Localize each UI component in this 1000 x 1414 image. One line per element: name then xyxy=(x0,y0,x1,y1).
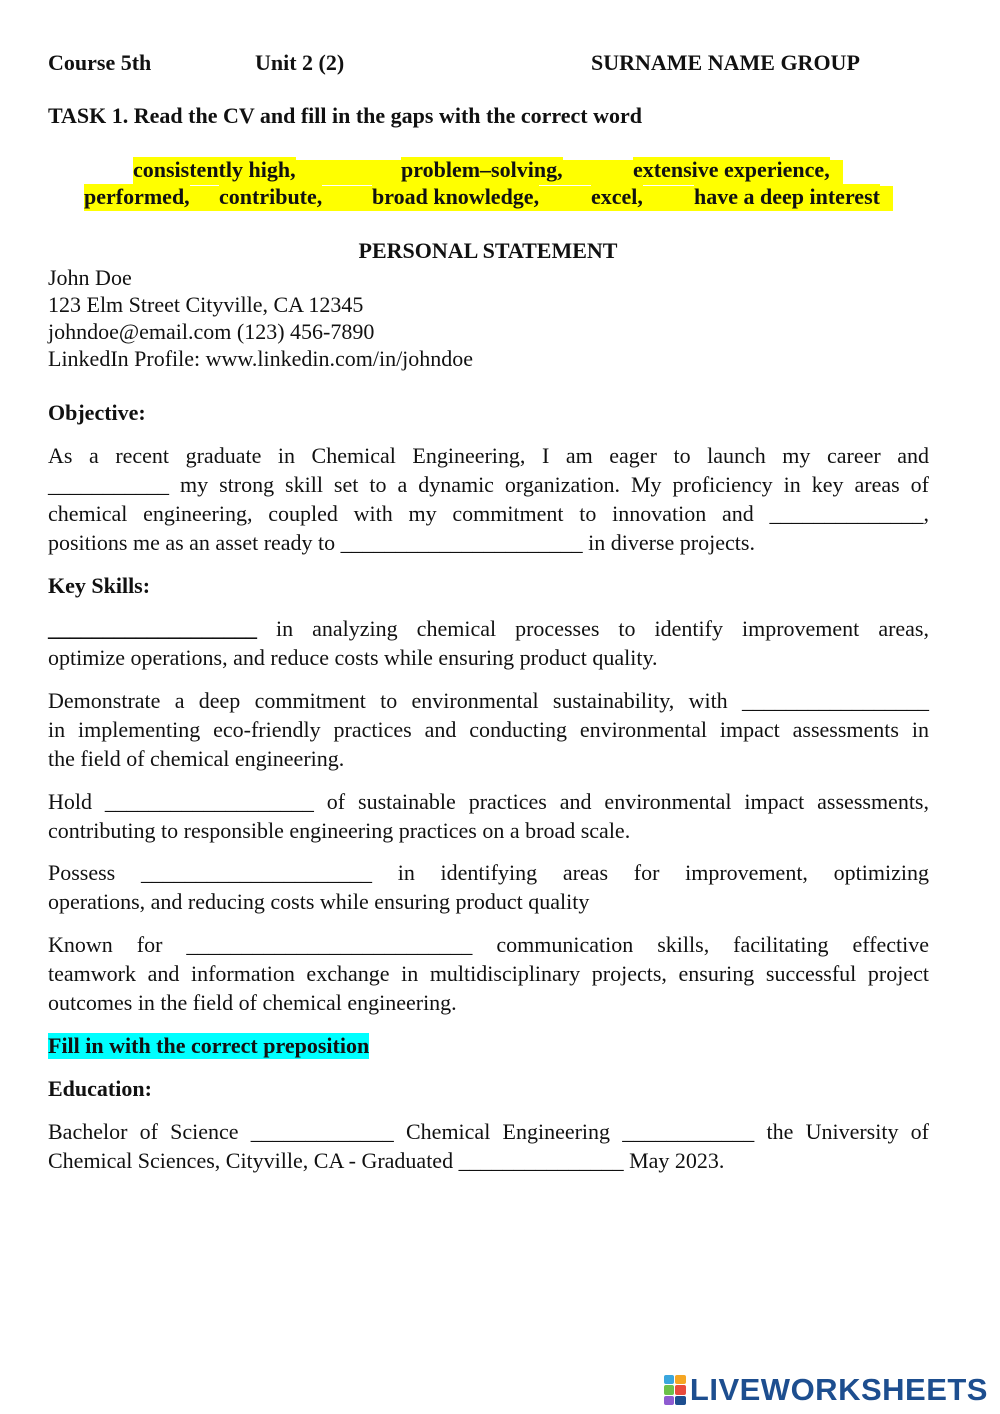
skill-paragraph-4 xyxy=(48,858,929,916)
objective-line: positions me as an asset ready to ______________________ in diverse projects. xyxy=(48,530,755,555)
skill-line: the field of chemical engineering. xyxy=(48,746,345,771)
word-bank-item: performed, xyxy=(84,184,190,209)
word-bank-item: extensive experience, xyxy=(633,157,830,182)
skill-line: in implementing eco-friendly practices and conducting environmental impact assessments in xyxy=(48,717,929,742)
cv-address: 123 Elm Street Cityville, CA 12345 xyxy=(48,292,364,317)
word-bank-item: problem–solving, xyxy=(401,157,563,182)
skill-line: optimize operations, and reduce costs while ensuring product quality. xyxy=(48,645,658,670)
skill-line: Demonstrate a deep commitment to environmental sustainability, with _________________ xyxy=(48,688,929,713)
liveworksheets-logo-text: LIVEWORKSHEETS xyxy=(689,1372,988,1407)
education-paragraph xyxy=(48,1117,929,1175)
word-bank-item: excel, xyxy=(591,184,643,209)
skill-line: contributing to responsible engineering practices on a broad scale. xyxy=(48,818,631,843)
skill1-line-text: in analyzing chemical processes to identify improvement areas, xyxy=(257,616,929,641)
skill-line: Known for __________________________ communication skills, facilitating effective xyxy=(48,932,929,957)
skill-paragraph-5 xyxy=(48,930,929,1017)
objective-heading: Objective: xyxy=(48,400,146,425)
word-bank-item: consistently high, xyxy=(133,157,296,182)
liveworksheets-logo xyxy=(664,1372,988,1408)
word-bank-item: contribute, xyxy=(219,184,323,209)
skill1-blank[interactable]: ___________________ xyxy=(48,616,257,641)
objective-line: chemical engineering, coupled with my commitment to innovation and ______________, xyxy=(48,501,929,526)
skill-paragraph-3 xyxy=(48,787,929,845)
skill-line: Hold ___________________ of sustainable practices and environmental impact assessments, xyxy=(48,789,929,814)
skill-line: Possess _____________________ in identifying areas for improvement, optimizing xyxy=(48,860,929,885)
key-skills-heading: Key Skills: xyxy=(48,573,151,598)
skill-paragraph-2 xyxy=(48,686,929,773)
skill-line: operations, and reducing costs while ensuring product quality xyxy=(48,889,590,914)
cv-title: PERSONAL STATEMENT xyxy=(358,238,618,263)
objective-line: ___________ my strong skill set to a dynamic organization. My proficiency in key areas of xyxy=(48,472,929,497)
education-heading: Education: xyxy=(48,1076,152,1101)
unit-label: Unit 2 (2) xyxy=(255,50,345,75)
skill-line: teamwork and information exchange in multidisciplinary projects, ensuring successful project xyxy=(48,961,929,986)
liveworksheets-logo-icon xyxy=(664,1375,686,1405)
objective-line: As a recent graduate in Chemical Engineering, I am eager to launch my career and xyxy=(48,443,929,468)
cv-email-phone: johndoe@email.com (123) 456-7890 xyxy=(48,319,375,344)
skill-paragraph-1 xyxy=(48,614,929,672)
education-line: Chemical Sciences, Cityville, CA - Graduated _______________ May 2023. xyxy=(48,1148,725,1173)
task1-instruction: TASK 1. Read the CV and fill in the gaps with the correct word xyxy=(48,103,642,128)
word-bank-item: broad knowledge, xyxy=(372,184,540,209)
task2-instruction: Fill in with the correct preposition xyxy=(48,1033,370,1058)
skill-line xyxy=(48,614,929,643)
student-info-label: SURNAME NAME GROUP xyxy=(591,50,860,75)
word-bank-item: have a deep interest xyxy=(694,184,880,209)
course-label: Course 5th xyxy=(48,50,152,75)
skill-line: outcomes in the field of chemical engineering. xyxy=(48,990,457,1015)
cv-name: John Doe xyxy=(48,265,132,290)
objective-paragraph xyxy=(48,441,929,557)
education-line: Bachelor of Science _____________ Chemical Engineering ____________ the University of xyxy=(48,1119,929,1144)
cv-linkedin: LinkedIn Profile: www.linkedin.com/in/johndoe xyxy=(48,346,474,371)
